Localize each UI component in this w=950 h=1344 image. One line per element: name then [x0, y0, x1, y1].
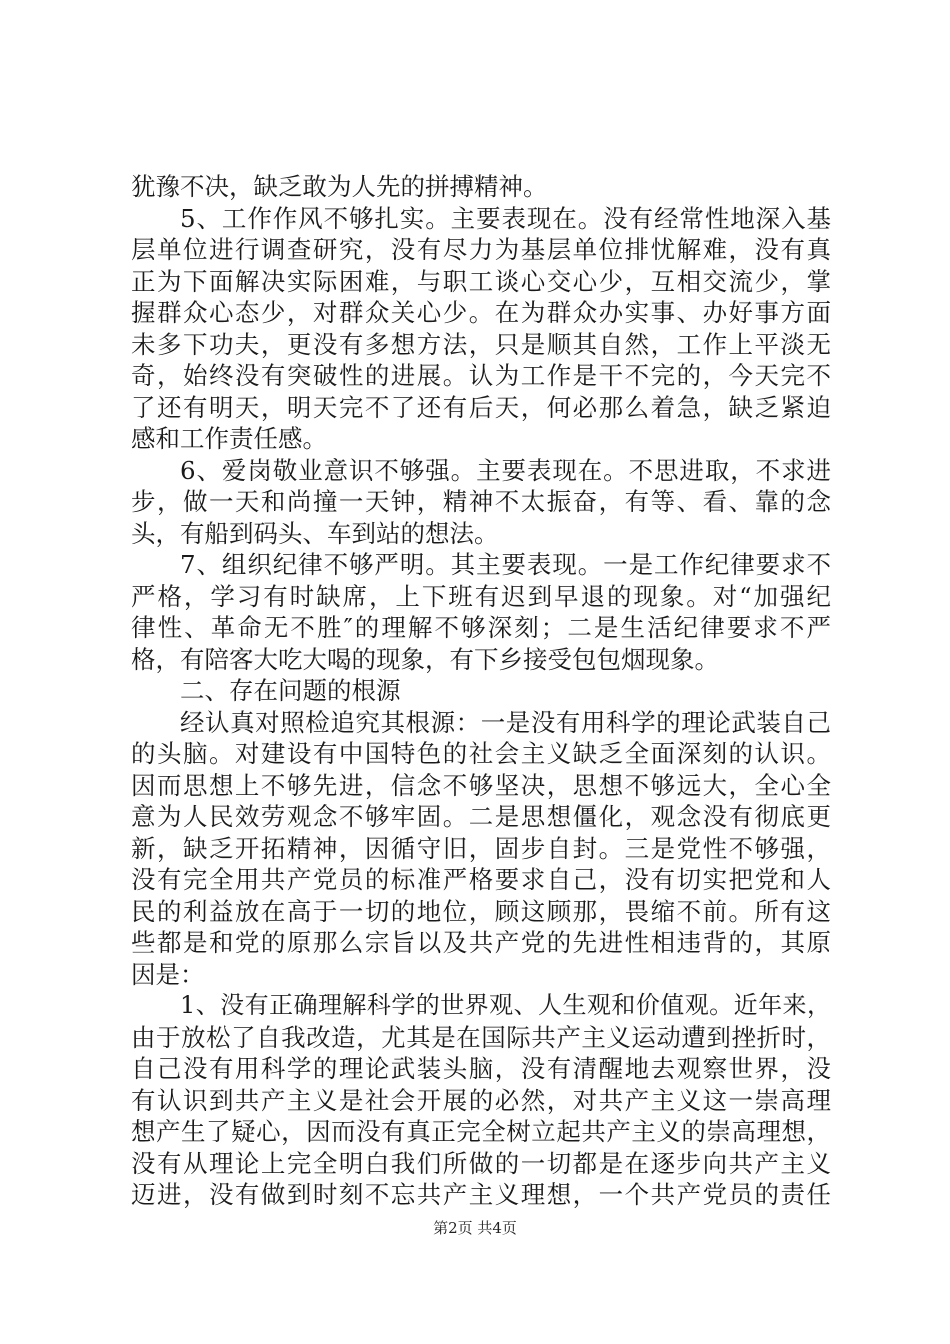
- text-line: 没有从理论上完全明白我们所做的一切都是在逐步向共产主义: [131, 1148, 831, 1178]
- text-line: 因而思想上不够先进，信念不够坚决，思想不够远大，全心全: [131, 770, 831, 800]
- text-line: 因是：: [131, 959, 205, 989]
- text-line: 自己没有用科学的理论武装头脑，没有清醒地去观察世界，没: [131, 1054, 831, 1083]
- document-body: [131, 171, 831, 1211]
- text-line: 了还有明天，明天完不了还有后天，何必那么着急，缺乏紧迫: [131, 392, 831, 422]
- text-line: 有认识到共产主义是社会开展的必然，对共产主义这一崇高理: [131, 1085, 831, 1115]
- text-line: 经认真对照检追究其根源：一是没有用科学的理论武装自己: [180, 707, 831, 737]
- text-line: 犹豫不决，缺乏敢为人先的拼搏精神。: [131, 172, 548, 201]
- text-line: 感和工作责任感。: [131, 424, 327, 453]
- text-line: 未多下功夫，更没有多想方法，只是顺其自然，工作上平淡无: [131, 329, 831, 359]
- text-line: 握群众心态少，对群众关心少。在为群众办实事、办好事方面: [131, 298, 831, 327]
- text-line: 头，有船到码头、车到站的想法。: [131, 518, 499, 548]
- page-footer: 第2页 共4页: [433, 1219, 517, 1237]
- text-line: 6、爱岗敬业意识不够强。主要表现在。不思进取，不求进: [180, 455, 831, 485]
- text-line: 层单位进行调查研究，没有尽力为基层单位排忧解难，没有真: [131, 235, 831, 264]
- text-line: 严格，学习有时缺席，上下班有迟到早退的现象。对“加强纪: [131, 581, 831, 611]
- text-line: 迈进，没有做到时刻不忘共产主义理想，一个共产党员的责任: [131, 1180, 831, 1209]
- text-line: 二、存在问题的根源: [180, 676, 401, 705]
- text-line: 新，缺乏开拓精神，因循守旧，固步自封。三是党性不够强，: [131, 833, 831, 863]
- text-line: 格，有陪客大吃大喝的现象，有下乡接受包包烟现象。: [131, 644, 719, 674]
- text-line: 些都是和党的原那么宗旨以及共产党的先进性相违背的，其原: [131, 928, 831, 957]
- text-line: 步，做一天和尚撞一天钟，精神不太振奋，有等、看、靠的念: [131, 487, 831, 516]
- text-line: 意为人民效劳观念不够牢固。二是思想僵化，观念没有彻底更: [131, 802, 831, 831]
- text-line: 5、工作作风不够扎实。主要表现在。没有经常性地深入基: [180, 203, 831, 233]
- text-line: 想产生了疑心，因而没有真正完全树立起共产主义的崇高理想，: [131, 1117, 831, 1146]
- text-line: 没有完全用共产党员的标准严格要求自己，没有切实把党和人: [131, 865, 831, 894]
- text-line: 的头脑。对建设有中国特色的社会主义缺乏全面深刻的认识。: [131, 739, 831, 768]
- text-line: 1、没有正确理解科学的世界观、人生观和价值观。近年来，: [180, 991, 831, 1019]
- text-line: 7、组织纪律不够严明。其主要表现。一是工作纪律要求不: [180, 550, 831, 579]
- text-line: 奇，始终没有突破性的进展。认为工作是干不完的，今天完不: [131, 361, 831, 390]
- text-line: 由于放松了自我改造，尤其是在国际共产主义运动遭到挫折时，: [131, 1022, 831, 1052]
- text-line: 正为下面解决实际困难，与职工谈心交心少，互相交流少，掌: [131, 266, 831, 296]
- text-line: 律性、革命无不胜″的理解不够深刻；二是生活纪律要求不严: [131, 613, 831, 642]
- text-line: 民的利益放在高于一切的地位，顾这顾那，畏缩不前。所有这: [131, 896, 831, 926]
